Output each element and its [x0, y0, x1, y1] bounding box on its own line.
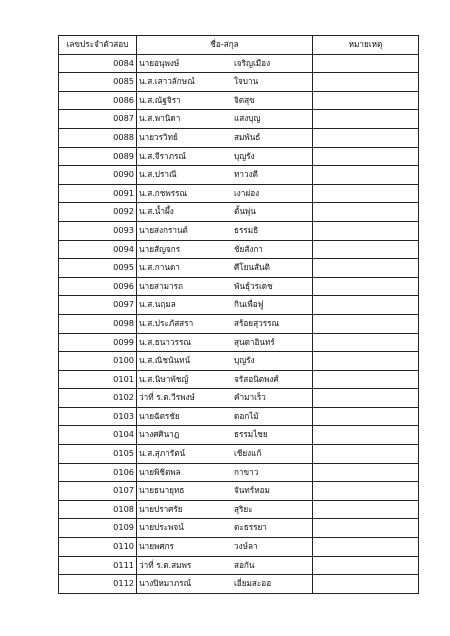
- first-name: น.ส.จีราภรณ์: [139, 150, 186, 161]
- name-cell: [137, 128, 313, 147]
- exam-id-cell: 0109: [59, 519, 137, 538]
- header-exam-id: เลขประจำตัวสอบ: [59, 36, 137, 55]
- exam-id-cell: 0099: [59, 333, 137, 352]
- table-row: [59, 519, 419, 538]
- last-name: คำมาเร็ว: [234, 392, 266, 403]
- last-name: เชียงแก้: [234, 448, 262, 459]
- table-row: [59, 407, 419, 426]
- header-row: [59, 36, 419, 55]
- note-cell: [313, 91, 419, 110]
- name-cell: [137, 184, 313, 203]
- name-cell: [137, 259, 313, 278]
- last-name: เจริญเมือง: [234, 57, 271, 68]
- first-name: น.ส.ณิชนันทน์: [139, 355, 191, 366]
- name-cell: [137, 166, 313, 185]
- name-cell: [137, 482, 313, 501]
- last-name: ทาวงดี: [234, 169, 258, 180]
- note-cell: [313, 500, 419, 519]
- note-cell: [313, 538, 419, 557]
- last-name: ดอกไม้: [234, 410, 259, 421]
- last-name: ตั้นพุ่น: [234, 206, 256, 217]
- note-cell: [313, 463, 419, 482]
- table-row: [59, 575, 419, 594]
- name-cell: [137, 73, 313, 92]
- last-name: จันทร์หอม: [234, 485, 270, 496]
- first-name: นายพศกร: [139, 541, 174, 552]
- note-cell: [313, 389, 419, 408]
- first-name: น.ส.น้ำผึ้ง: [139, 206, 174, 217]
- name-cell: [137, 426, 313, 445]
- note-cell: [313, 519, 419, 538]
- table-row: [59, 389, 419, 408]
- exam-id-cell: 0094: [59, 240, 137, 259]
- note-cell: [313, 110, 419, 129]
- note-cell: [313, 314, 419, 333]
- last-name: กาขาว: [234, 466, 259, 477]
- note-cell: [313, 333, 419, 352]
- last-name: จิตสุข: [234, 94, 255, 105]
- last-name: สุนตาอินทร์: [234, 336, 275, 347]
- table-row: [59, 445, 419, 464]
- exam-id-cell: 0098: [59, 314, 137, 333]
- first-name: น.ส.ปราณี: [139, 169, 177, 180]
- name-cell: [137, 240, 313, 259]
- first-name: นายฉัตรชัย: [139, 410, 180, 421]
- name-cell: [137, 538, 313, 557]
- table-row: [59, 54, 419, 73]
- table-row: [59, 426, 419, 445]
- header-note: หมายเหตุ: [313, 36, 419, 55]
- last-name: บุญรัง: [234, 355, 255, 366]
- name-cell: [137, 314, 313, 333]
- note-cell: [313, 73, 419, 92]
- first-name: น.ส.ธนาวรรณ: [139, 336, 191, 347]
- exam-id-cell: 0086: [59, 91, 137, 110]
- table-row: [59, 333, 419, 352]
- table-row: [59, 352, 419, 371]
- last-name: ตะธรรยา: [234, 522, 267, 533]
- first-name: น.ส.กชพรรณ: [139, 187, 188, 198]
- note-cell: [313, 221, 419, 240]
- first-name: น.ส.เสาวลักษณ์: [139, 76, 195, 87]
- last-name: พันธุ์วรเดช: [234, 280, 273, 291]
- last-name: วงษ์ลา: [234, 541, 258, 552]
- last-name: ศีโยนสันติ: [234, 262, 270, 273]
- first-name: นายสงกรานต์: [139, 224, 188, 235]
- first-name: น.ส.ณัฐจิรา: [139, 94, 181, 105]
- exam-id-cell: 0108: [59, 500, 137, 519]
- note-cell: [313, 296, 419, 315]
- first-name: ว่าที่ ร.ต.วีรพงษ์: [139, 392, 195, 403]
- name-cell: [137, 519, 313, 538]
- name-cell: [137, 370, 313, 389]
- exam-id-cell: 0091: [59, 184, 137, 203]
- table-row: [59, 463, 419, 482]
- table-row: [59, 91, 419, 110]
- exam-id-cell: 0106: [59, 463, 137, 482]
- table-row: [59, 184, 419, 203]
- first-name: น.ส.พานิดา: [139, 113, 181, 124]
- last-name: สมพันธ์: [234, 131, 261, 142]
- first-name: นายธนายุทธ: [139, 485, 185, 496]
- last-name: ชัยสังกา: [234, 243, 263, 254]
- exam-id-cell: 0110: [59, 538, 137, 557]
- first-name: นายปราศรัย: [139, 503, 183, 514]
- exam-id-cell: 0100: [59, 352, 137, 371]
- note-cell: [313, 352, 419, 371]
- name-cell: [137, 500, 313, 519]
- table-row: [59, 296, 419, 315]
- table-row: [59, 556, 419, 575]
- first-name: น.ส.สุภารัตน์: [139, 448, 186, 459]
- name-cell: [137, 91, 313, 110]
- exam-id-cell: 0107: [59, 482, 137, 501]
- table-body: [59, 54, 419, 593]
- note-cell: [313, 54, 419, 73]
- exam-id-cell: 0103: [59, 407, 137, 426]
- table-row: [59, 110, 419, 129]
- table-row: [59, 259, 419, 278]
- first-name: ว่าที่ ร.ต.สมพร: [139, 559, 192, 570]
- exam-id-cell: 0097: [59, 296, 137, 315]
- note-cell: [313, 259, 419, 278]
- exam-id-cell: 0105: [59, 445, 137, 464]
- first-name: นายประพจน์: [139, 522, 184, 533]
- note-cell: [313, 426, 419, 445]
- first-name: นายวรวิทย์: [139, 131, 178, 142]
- exam-id-cell: 0111: [59, 556, 137, 575]
- name-cell: [137, 54, 313, 73]
- first-name: น.ส.กานดา: [139, 262, 180, 273]
- note-cell: [313, 482, 419, 501]
- name-cell: [137, 556, 313, 575]
- table-row: [59, 277, 419, 296]
- last-name: สร้อยสุวรรณ: [234, 317, 280, 328]
- first-name: นายพิชิตพล: [139, 466, 181, 477]
- candidate-table: [58, 35, 419, 594]
- exam-id-cell: 0088: [59, 128, 137, 147]
- first-name: น.ส.นฤมล: [139, 299, 176, 310]
- name-cell: [137, 575, 313, 594]
- first-name: นายสัญจกร: [139, 243, 181, 254]
- exam-id-cell: 0112: [59, 575, 137, 594]
- first-name: นายอนุพงษ์: [139, 57, 180, 68]
- exam-id-cell: 0104: [59, 426, 137, 445]
- table-row: [59, 203, 419, 222]
- first-name: นายสามารถ: [139, 280, 183, 291]
- note-cell: [313, 184, 419, 203]
- table-row: [59, 482, 419, 501]
- header-name: ชื่อ-สกุล: [137, 36, 313, 55]
- exam-id-cell: 0089: [59, 147, 137, 166]
- last-name: กินเพื่อฟู: [234, 299, 264, 310]
- first-name: น.ส.นิษาพัชญ์: [139, 373, 189, 384]
- name-cell: [137, 389, 313, 408]
- exam-id-cell: 0093: [59, 221, 137, 240]
- last-name: ธรรมธิ: [234, 224, 259, 235]
- last-name: จรัสอนิตพงศ์: [234, 373, 279, 384]
- name-cell: [137, 277, 313, 296]
- table-row: [59, 221, 419, 240]
- note-cell: [313, 277, 419, 296]
- exam-id-cell: 0102: [59, 389, 137, 408]
- table-row: [59, 128, 419, 147]
- name-cell: [137, 352, 313, 371]
- name-cell: [137, 445, 313, 464]
- first-name: น.ส.ประภัสสรา: [139, 317, 194, 328]
- table-row: [59, 73, 419, 92]
- name-cell: [137, 110, 313, 129]
- name-cell: [137, 221, 313, 240]
- last-name: ใจบาน: [234, 76, 259, 87]
- exam-id-cell: 0095: [59, 259, 137, 278]
- exam-id-cell: 0084: [59, 54, 137, 73]
- table-row: [59, 500, 419, 519]
- table-row: [59, 538, 419, 557]
- name-cell: [137, 147, 313, 166]
- exam-id-cell: 0090: [59, 166, 137, 185]
- last-name: แสงบุญ: [234, 113, 261, 124]
- exam-id-cell: 0085: [59, 73, 137, 92]
- note-cell: [313, 128, 419, 147]
- exam-id-cell: 0101: [59, 370, 137, 389]
- exam-id-cell: 0096: [59, 277, 137, 296]
- note-cell: [313, 203, 419, 222]
- note-cell: [313, 147, 419, 166]
- note-cell: [313, 556, 419, 575]
- last-name: สุริยะ: [234, 503, 253, 514]
- name-cell: [137, 463, 313, 482]
- first-name: นางศศินาฎ: [139, 429, 180, 440]
- table-row: [59, 166, 419, 185]
- candidate-list: [58, 35, 418, 594]
- table-row: [59, 370, 419, 389]
- note-cell: [313, 445, 419, 464]
- exam-id-cell: 0092: [59, 203, 137, 222]
- exam-id-cell: 0087: [59, 110, 137, 129]
- first-name: นางปิหมาภรณ์: [139, 578, 192, 589]
- last-name: สอกัน: [234, 559, 255, 570]
- name-cell: [137, 203, 313, 222]
- note-cell: [313, 166, 419, 185]
- name-cell: [137, 296, 313, 315]
- last-name: บุญรัง: [234, 150, 255, 161]
- table-row: [59, 314, 419, 333]
- note-cell: [313, 407, 419, 426]
- table-row: [59, 147, 419, 166]
- last-name: เงาผ่อง: [234, 187, 260, 198]
- note-cell: [313, 575, 419, 594]
- note-cell: [313, 240, 419, 259]
- name-cell: [137, 407, 313, 426]
- note-cell: [313, 370, 419, 389]
- name-cell: [137, 333, 313, 352]
- table-row: [59, 240, 419, 259]
- last-name: เอี่ยมสะออ: [234, 578, 272, 589]
- last-name: ธรรมไชย: [234, 429, 268, 440]
